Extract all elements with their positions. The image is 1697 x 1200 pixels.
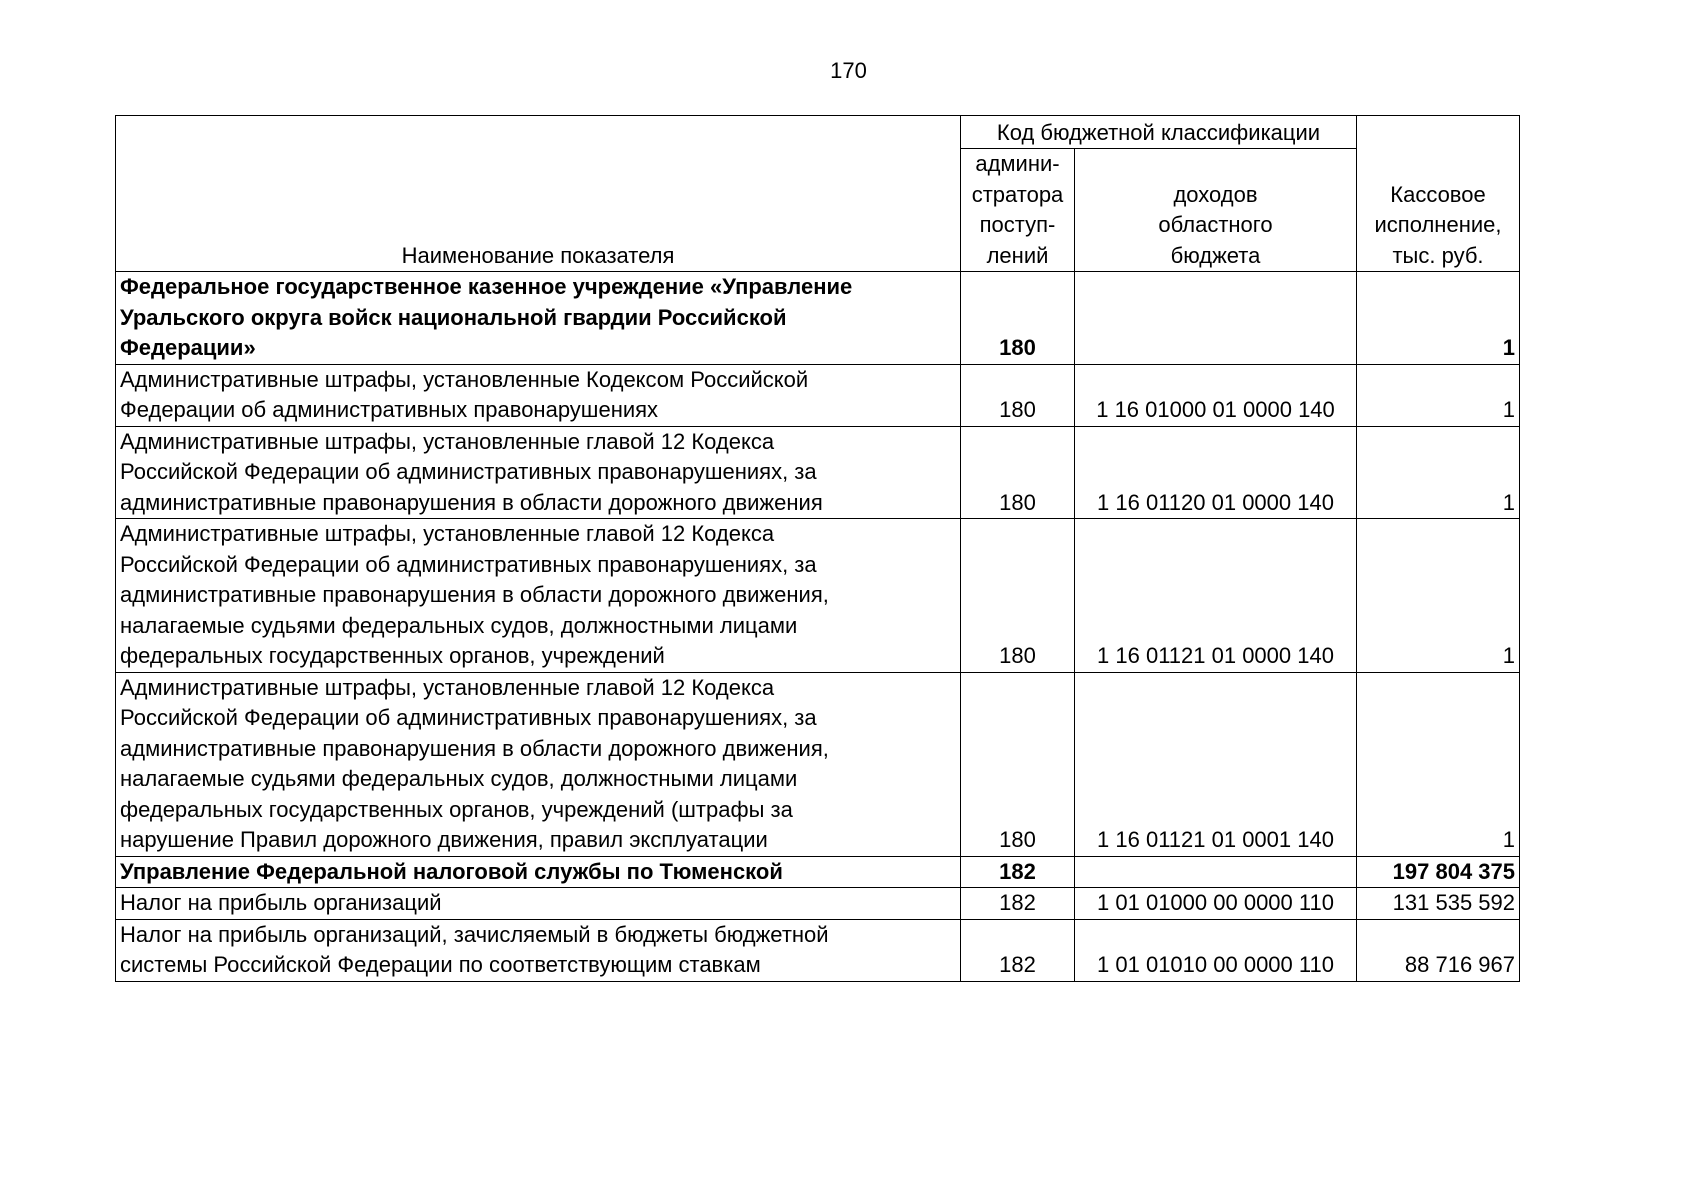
row-name-line: Административные штрафы, установленные главой 12 Кодекса [120,428,775,454]
header-classification-code: Код бюджетной классификации [961,116,1357,149]
row-income-code: 1 16 01000 01 0000 140 [1075,364,1357,426]
row-name-line: федеральных государственных органов, учреждений [120,643,665,668]
row-cash-execution: 1 [1357,519,1520,673]
row-income-code: 1 16 01120 01 0000 140 [1075,426,1357,519]
row-income-code [1075,856,1357,888]
row-name-line: налагаемые судьями федеральных судов, должностными лицами [120,612,798,638]
row-cash-execution: 1 [1357,272,1520,365]
row-administrator-code: 180 [961,519,1075,673]
row-indicator-name [116,519,961,673]
row-name-line: административные правонарушения в области дорожного движения, [120,735,829,761]
row-administrator-code: 182 [961,888,1075,920]
row-name-line: Административные штрафы, установленные Кодексом Российской [120,366,809,392]
header-admin-line: поступ- [979,212,1056,237]
row-name-line: нарушение Правил дорожного движения, правил эксплуатации [120,827,768,852]
row-name-line: Налог на прибыль организаций, зачисляемый в бюджеты бюджетной [120,921,829,947]
table-row [116,426,1520,519]
row-indicator-name [116,888,961,920]
row-administrator-code: 180 [961,272,1075,365]
table-row [116,919,1520,981]
row-administrator-code: 182 [961,856,1075,888]
row-income-code: 1 01 01000 00 0000 110 [1075,888,1357,920]
row-indicator-name [116,672,961,856]
row-name-line: Уральского округа войск национальной гвардии Российской [120,304,787,330]
budget-execution-table [115,115,1520,982]
header-row-top [116,116,1520,149]
row-name-line: Федерации» [120,335,256,360]
row-name-line: Федеральное государственное казенное учреждение «Управление [120,274,853,299]
row-administrator-code: 180 [961,426,1075,519]
row-income-code [1075,272,1357,365]
row-administrator-code: 182 [961,919,1075,981]
row-name-line: системы Российской Федерации по соответствующим ставкам [120,952,761,977]
row-indicator-name [116,364,961,426]
row-income-code: 1 16 01121 01 0001 140 [1075,672,1357,856]
header-sum-line: исполнение, [1374,212,1502,237]
row-administrator-code: 180 [961,364,1075,426]
row-name-line: Федерации об административных правонарушениях [120,397,659,422]
header-sum-line: тыс. руб. [1392,242,1484,268]
row-name-line: федеральных государственных органов, учреждений (штрафы за [120,796,793,822]
row-cash-execution: 1 [1357,672,1520,856]
header-admin-line: лений [986,242,1049,268]
row-cash-execution: 197 804 375 [1357,856,1520,888]
header-income-code [1075,149,1357,272]
row-cash-execution: 1 [1357,426,1520,519]
header-administrator [961,149,1075,272]
table-row [116,519,1520,673]
row-name-line: Налог на прибыль организаций [120,890,442,915]
row-name-line: Управление Федеральной налоговой службы по Тюменской [120,858,783,884]
row-name-line: Российской Федерации об административных правонарушениях, за [120,551,817,577]
row-name-line: Административные штрафы, установленные главой 12 Кодекса [120,521,775,546]
table-header [116,116,1520,272]
table-row [116,856,1520,888]
table-row [116,364,1520,426]
row-name-line: административные правонарушения в области дорожного движения [120,489,823,515]
header-admin-line: стратора [971,181,1064,207]
header-code-line: областного [1158,212,1273,237]
page-number: 170 [830,58,867,83]
row-indicator-name [116,426,961,519]
header-cash-execution [1357,116,1520,272]
row-indicator-name [116,856,961,888]
header-code-line: доходов [1173,181,1258,207]
table-row [116,888,1520,920]
row-cash-execution: 131 535 592 [1357,888,1520,920]
row-name-line: Российской Федерации об административных правонарушениях, за [120,705,817,730]
table-row [116,272,1520,365]
row-income-code: 1 16 01121 01 0000 140 [1075,519,1357,673]
row-name-line: Административные штрафы, установленные главой 12 Кодекса [120,674,775,700]
header-admin-line: админи- [975,151,1060,176]
table-row [116,672,1520,856]
row-name-line: Российской Федерации об административных правонарушениях, за [120,459,817,484]
row-name-line: налагаемые судьями федеральных судов, должностными лицами [120,766,798,791]
row-income-code: 1 01 01010 00 0000 110 [1075,919,1357,981]
header-sum-line: Кассовое [1390,181,1486,207]
row-name-line: административные правонарушения в области дорожного движения, [120,582,829,607]
header-code-line: бюджета [1170,242,1261,268]
header-indicator-name: Наименование показателя [116,116,961,272]
row-administrator-code: 180 [961,672,1075,856]
row-cash-execution: 1 [1357,364,1520,426]
row-indicator-name [116,272,961,365]
row-indicator-name [116,919,961,981]
table-body [116,272,1520,982]
row-cash-execution: 88 716 967 [1357,919,1520,981]
